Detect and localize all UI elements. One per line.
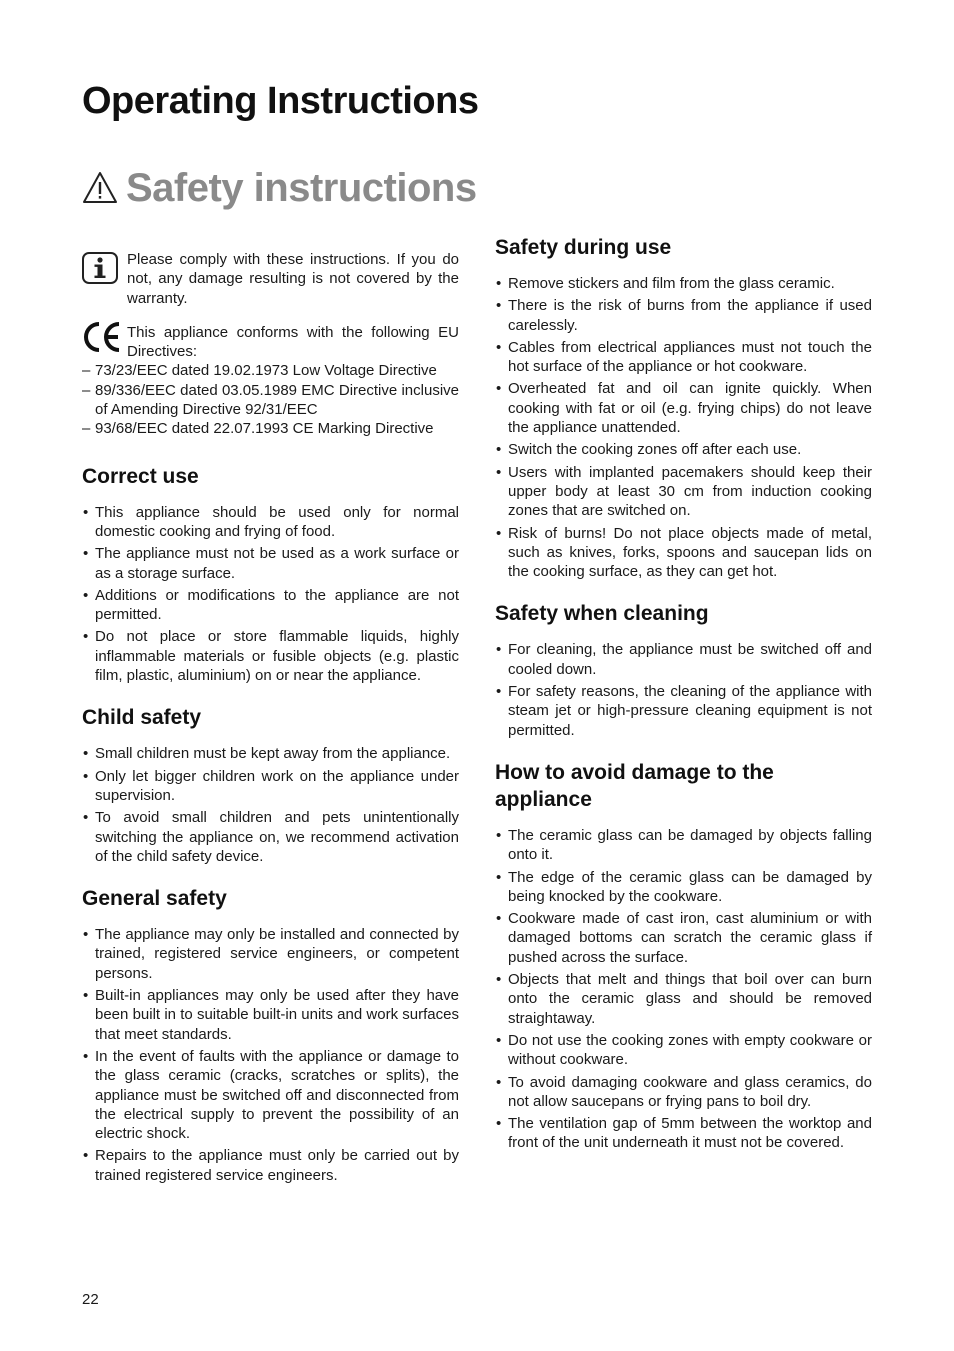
- left-column: [82, 250, 459, 1204]
- info-note-text: Please comply with these instructions. If you do not, any damage resulting is not covered by the warranty.: [127, 251, 459, 307]
- list-item: • Risk of burns! Do not place objects made of metal, such as knives, forks, spoons and saucepan lids on the cooking surface, as they can get hot.: [495, 524, 872, 582]
- list-item: • There is the risk of burns from the appliance if used carelessly.: [495, 296, 872, 335]
- list-item: • Cables from electrical appliances must not touch the hot surface of the appliance or hot cookware.: [495, 338, 872, 377]
- list-item: • Do not place or store flammable liquids, highly inflammable materials or fusible objects (e.g. plastic film, plastic, aluminium) on or near the appliance.: [82, 627, 459, 685]
- list-item: • For cleaning, the appliance must be switched off and cooled down.: [495, 640, 872, 679]
- list-item: • Remove stickers and film from the glass ceramic.: [495, 274, 872, 293]
- list-item: • The edge of the ceramic glass can be damaged by being knocked by the cookware.: [495, 868, 872, 907]
- safety-when-cleaning-heading: Safety when cleaning: [495, 602, 709, 626]
- child-safety-list: [82, 744, 459, 866]
- warning-triangle-icon: [82, 171, 118, 205]
- list-item: • Built-in appliances may only be used after they have been built in to suitable built-in units and work surfaces that meet standards.: [82, 986, 459, 1044]
- page-number: 22: [82, 1291, 99, 1308]
- child-safety-heading: Child safety: [82, 706, 202, 730]
- child-safety-section: [82, 704, 459, 866]
- avoid-damage-list: [495, 826, 872, 1153]
- list-item: • Switch the cooking zones off after each use.: [495, 440, 872, 459]
- avoid-damage-heading: How to avoid damage to the appliance: [495, 760, 774, 811]
- list-item: • Objects that melt and things that boil over can burn onto the ceramic glass and should be removed straightaway.: [495, 970, 872, 1028]
- list-item: • Only let bigger children work on the appliance under supervision.: [82, 767, 459, 806]
- ce-note: [82, 323, 459, 362]
- list-item: • Do not use the cooking zones with empty cookware or without cookware.: [495, 1031, 872, 1070]
- ce-note-text: This appliance conforms with the following EU Directives:: [127, 323, 459, 361]
- safety-title: [82, 164, 477, 212]
- directive-item: – 93/68/EEC dated 22.07.1993 CE Marking Directive: [82, 419, 459, 438]
- list-item: • Overheated fat and oil can ignite quickly. When cooking with fat or oil (e.g. frying chips) do not leave the appliance unattended.: [495, 379, 872, 437]
- avoid-damage-section: [495, 759, 872, 1153]
- list-item: • To avoid damaging cookware and glass ceramics, do not allow saucepans or frying pans to boil dry.: [495, 1073, 872, 1112]
- general-safety-list: [82, 925, 459, 1185]
- directive-item: – 89/336/EEC dated 03.05.1989 EMC Directive inclusive of Amending Directive 92/31/EEC: [82, 381, 459, 420]
- safety-during-use-section: [495, 234, 872, 581]
- safety-during-use-heading: Safety during use: [495, 236, 672, 259]
- directive-item: – 73/23/EEC dated 19.02.1973 Low Voltage Directive: [82, 361, 459, 380]
- list-item: • In the event of faults with the appliance or damage to the glass ceramic (cracks, scratches or splits), the appliance must be switched off and disconnected from the electrical supply to prevent the possibility of an electric shock.: [82, 1047, 459, 1143]
- list-item: • The ventilation gap of 5mm between the worktop and front of the unit underneath it must not be covered.: [495, 1114, 872, 1153]
- list-item: • Additions or modifications to the appliance are not permitted.: [82, 586, 459, 625]
- safety-title-text: Safety instructions: [126, 166, 477, 210]
- safety-when-cleaning-section: [495, 600, 872, 739]
- list-item: • This appliance should be used only for normal domestic cooking and frying of food.: [82, 503, 459, 542]
- right-column: [495, 234, 872, 1172]
- list-item: • Cookware made of cast iron, cast aluminium or with damaged bottoms can scratch the ceramic glass if pushed across the surface.: [495, 909, 872, 967]
- safety-during-use-list: [495, 274, 872, 581]
- page-title: Operating Instructions: [82, 80, 479, 122]
- correct-use-section: [82, 463, 459, 686]
- directive-list: [82, 361, 459, 438]
- info-note: [82, 250, 459, 308]
- list-item: • To avoid small children and pets unintentionally switching the appliance on, we recommend activation of the child safety device.: [82, 808, 459, 866]
- list-item: • Small children must be kept away from the appliance.: [82, 744, 459, 763]
- general-safety-heading: General safety: [82, 887, 227, 911]
- ce-mark-icon: [82, 320, 122, 354]
- correct-use-heading: Correct use: [82, 464, 199, 488]
- list-item: • The appliance must not be used as a work surface or as a storage surface.: [82, 544, 459, 583]
- safety-when-cleaning-list: [495, 640, 872, 739]
- general-safety-section: [82, 885, 459, 1185]
- list-item: • Users with implanted pacemakers should keep their upper body at least 30 cm from induction cooking zones that are switched on.: [495, 463, 872, 521]
- list-item: • For safety reasons, the cleaning of the appliance with steam jet or high-pressure cleaning equipment is not permitted.: [495, 682, 872, 740]
- list-item: • The ceramic glass can be damaged by objects falling onto it.: [495, 826, 872, 865]
- list-item: • Repairs to the appliance must only be carried out by trained registered service engineers.: [82, 1146, 459, 1185]
- list-item: • The appliance may only be installed and connected by trained, registered service engineers, or competent persons.: [82, 925, 459, 983]
- correct-use-list: [82, 503, 459, 686]
- info-icon: [82, 252, 118, 284]
